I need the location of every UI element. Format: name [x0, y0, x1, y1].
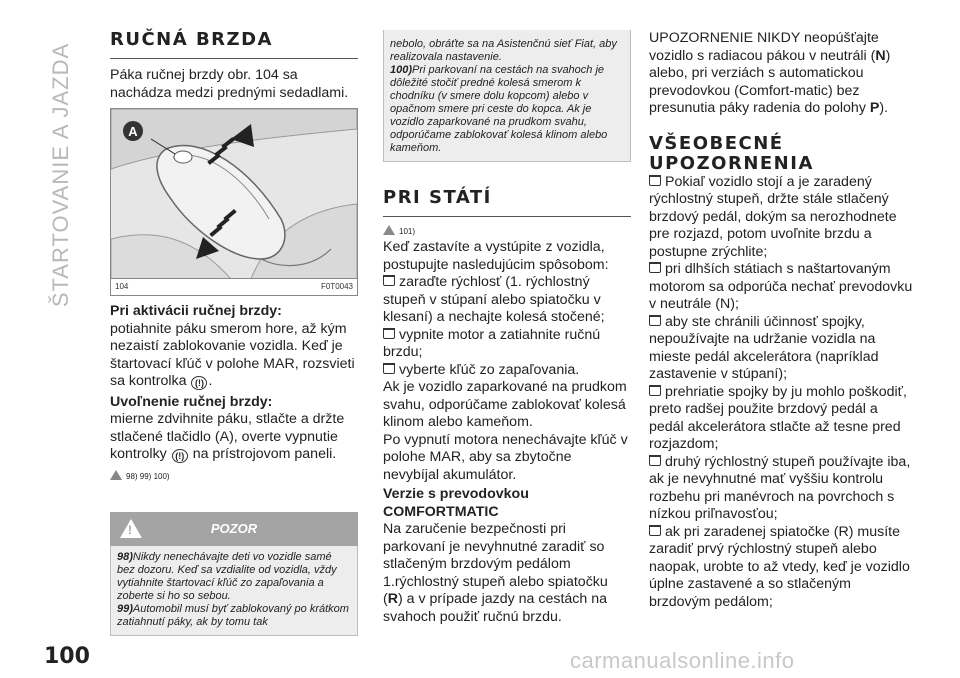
upozornenie-text: UPOZORNENIE NIKDY neopúšťajte vozidlo s radiacou pákou v neutráli (N) alebo, pri verziách s automatickou prevodovkou (Comfort-matic) bez presunutia páky radenia do polohy P).: [649, 30, 891, 116]
intro-text: Páka ručnej brzdy obr. 104 sa nachádza medzi prednými sedadlami.: [110, 67, 349, 101]
activate-heading: Pri aktivácii ručnej brzdy:: [110, 303, 282, 319]
list-item: vypnite motor a zatiahnite ručnú brzdu;: [383, 327, 631, 362]
handbrake-illustration: [111, 109, 357, 279]
pozor-title: POZOR: [210, 520, 258, 536]
list-item: zaraďte rýchlosť (1. rýchlostný stupeň v stúpaní alebo spiatočku v klesaní) a nechajte kolesá stočené;: [383, 274, 631, 327]
figure-number: 104: [115, 282, 129, 291]
section-side-title: ŠTARTOVANIE A JAZDA: [48, 42, 73, 308]
warning-triangle-icon: [120, 519, 142, 538]
heading-pri-stati: PRI STÁTÍ: [383, 187, 492, 208]
list-item: prehriatie spojky by ju mohlo poškodiť, preto radšej použite brzdový pedál a pedál akcelerátora stlačte až tesne pred rozjazdom;: [649, 384, 914, 454]
warning-reference: 101): [383, 225, 631, 239]
pozor-item: 99)Automobil musí byť zablokovaný po krátkom zatiahnutí páky, ak by tomu tak: [117, 602, 349, 628]
list-item: pri dlhších státiach s naštartovaným motorom sa odporúča nechať prevodovku v neutrále (N);: [649, 261, 913, 312]
brake-warning-icon: (!): [172, 449, 188, 463]
intro-text: Keď zastavíte a vystúpite z vozidla, postupujte nasledujúcim spôsobom:: [383, 239, 609, 273]
column-2: [383, 30, 631, 626]
warning-references: 98) 99) 100): [110, 470, 358, 484]
heading-rucna-brzda: RUČNÁ BRZDA: [110, 29, 273, 50]
warning-triangle-icon: [110, 470, 122, 480]
comfortmatic-heading: Verzie s prevodovkou COMFORTMATIC: [383, 486, 529, 520]
paragraph: Ak je vozidlo zaparkované na prudkom svahu, odporúčame zablokovať kolesá klinom alebo kameňom.: [383, 379, 627, 430]
comfortmatic-text: Na zaručenie bezpečnosti pri parkovaní je nevyhnutné zaradiť so stlačeným brzdovým pedálom 1.rýchlostný stupeň alebo spiatočku (R) a v prípade jazdy na cestách na svahoch použiť ručnú brzdu.: [383, 521, 608, 625]
pozor-item: 100)Pri parkovaní na cestách na svahoch je dôležité stočiť predné kolesá smerom k chodníku (v smere dolu kopcom) alebo v opačnom smere pri ceste do kopca. Ak je vozidlo zaparkované na prudkom svahu, odporúčame zablokovať kolesá klinom alebo kameňom.: [390, 64, 608, 154]
warning-triangle-icon: [383, 225, 395, 235]
release-heading: Uvoľnenie ručnej brzdy:: [110, 393, 273, 410]
brake-warning-icon: (!): [191, 376, 207, 390]
activate-text: potiahnite páku smerom hore, až kým nezaistí zablokovanie vozidla. Keď je štartovací kľúč v polohe MAR, rozsvieti sa kontrolka (!) .: [110, 320, 355, 389]
list-item: aby ste chránili účinnosť spojky, nepoužívajte na udržanie vozidla na mieste pedál akcelerátora (napríklad zastavenie v stúpaní);: [649, 314, 914, 384]
heading-rule: [110, 58, 358, 59]
list-item: vyberte kľúč zo zapaľovania.: [383, 362, 631, 380]
figure-caption-bar: [111, 278, 357, 295]
list-item: Pokiaľ vozidlo stojí a je zaradený rýchlostný stupeň, držte stále stlačený brzdový pedál, dokým sa nerozhodnete pre rozjazd, potom uvoľnite brzdu a postupne zrýchlite;: [649, 174, 914, 262]
release-text: mierne zdvihnite páku, stlačte a držte stlačené tlačidlo (A), overte vypnutie kontrolky (!) na prístrojovom paneli.: [110, 411, 345, 462]
callout-a-label: A: [128, 124, 138, 139]
watermark: carmanualsonline.info: [570, 648, 795, 673]
pozor-continuation-text: nebolo, obráťte sa na Asistenčnú sieť Fiat, aby realizovala nastavenie.: [390, 38, 617, 63]
heading-rule: [383, 216, 631, 217]
list-item: druhý rýchlostný stupeň používajte iba, ak je nevyhnutné mať vyššiu kontrolu rozbehu pri manévroch na povrchoch s nízkou priľnavosťou;: [649, 454, 914, 524]
pozor-header: [110, 512, 358, 546]
pozor-item: 98)Nikdy nenechávajte deti vo vozidle samé bez dozoru. Keď sa vzdialite od vozidla, vždy vytiahnite štartovací kľúč zo zapaľovania a zoberte si ho so sebou.: [117, 550, 337, 602]
figure-code: F0T0043: [320, 282, 353, 291]
column-1: [110, 30, 358, 636]
pozor-box: [110, 546, 358, 636]
paragraph: Po vypnutí motora nenechávajte kľúč v polohe MAR, aby sa zbytočne nevybíjal akumulátor.: [383, 431, 628, 483]
list-item: ak pri zaradenej spiatočke (R) musíte zaradiť prvý rýchlostný stupeň alebo naopak, urobte to až vtedy, keď je vozidlo úplne zastavené a so stlačeným brzdovým pedálom;: [649, 524, 914, 612]
heading-vseobecne-upozornenia: VŠEOBECNÉ UPOZORNENIA: [649, 132, 814, 174]
figure-handbrake: [110, 108, 358, 296]
page-number: 100: [44, 644, 90, 669]
column-3: [649, 30, 914, 611]
pozor-continuation-box: [383, 30, 631, 162]
